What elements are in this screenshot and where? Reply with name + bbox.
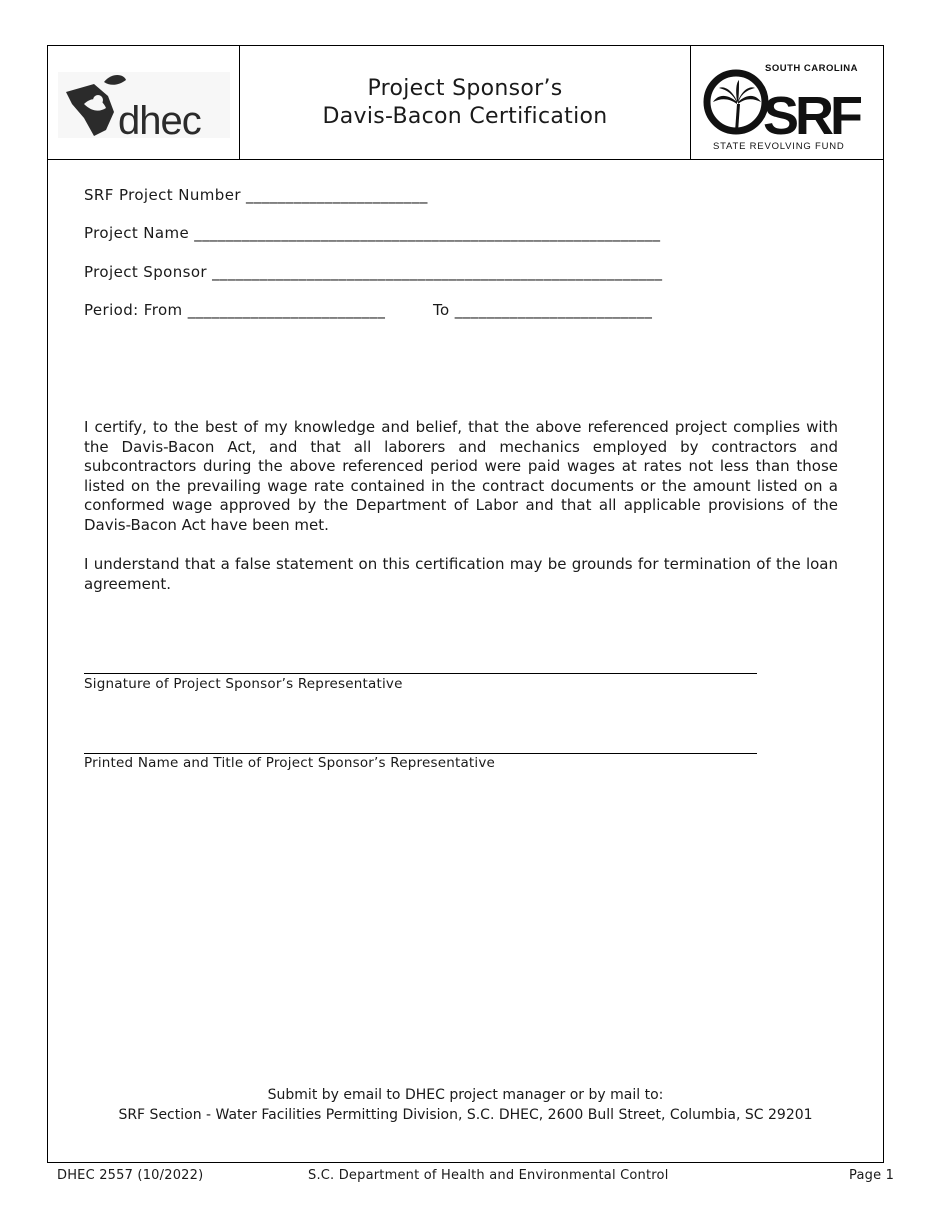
dhec-logo-cell [48, 46, 240, 159]
title-line-1: Project Sponsor’s [367, 75, 563, 101]
page-title [240, 46, 690, 159]
page-number: Page 1 [849, 1168, 895, 1183]
srf-logo-cell [690, 46, 884, 159]
dhec-logo-text: dhec [118, 99, 201, 143]
signature-line[interactable] [84, 673, 757, 674]
submit-line-2: SRF Section - Water Facilities Permitting Division, S.C. DHEC, 2600 Bull Street, Columbia, SC 29201 [118, 1107, 813, 1123]
srf-logo-top-text: SOUTH CAROLINA [765, 63, 859, 74]
form-frame [47, 45, 884, 1163]
printed-name-line[interactable] [84, 753, 757, 754]
project-sponsor-field[interactable]: Project Sponsor _________________________________________________________ [84, 263, 663, 281]
srf-logo [691, 46, 884, 159]
form-header [48, 46, 883, 160]
dhec-logo [48, 46, 239, 159]
project-name-field[interactable]: Project Name ___________________________________________________________ [84, 224, 661, 242]
period-to-field[interactable]: To _________________________ [433, 301, 653, 319]
understanding-statement: I understand that a false statement on this certification may be grounds for termination of the loan agreement. [84, 555, 838, 593]
period-from-field[interactable]: Period: From _________________________ [84, 301, 386, 319]
department-name: S.C. Department of Health and Environmental Control [308, 1168, 669, 1183]
srf-project-number-field[interactable]: SRF Project Number _______________________ [84, 186, 428, 204]
submit-line-1: Submit by email to DHEC project manager or by mail to: [267, 1087, 664, 1103]
form-number: DHEC 2557 (10/2022) [57, 1168, 204, 1183]
submit-instructions [48, 1085, 883, 1125]
signature-label: Signature of Project Sponsor’s Representative [84, 676, 403, 692]
title-line-2: Davis-Bacon Certification [322, 103, 608, 129]
srf-logo-bottom-text: STATE REVOLVING FUND [713, 141, 845, 152]
certification-statement: I certify, to the best of my knowledge and belief, that the above referenced project complies with the Davis-Bacon Act, and that all laborers and mechanics employed by contractors and subcontractors during the above referenced period were paid wages at rates not less than those listed on the prevailing wage rate contained in the contract documents or the amount listed on a conformed wage approved by the Department of Labor and that all applicable provisions of the Davis-Bacon Act have been met. [84, 418, 838, 534]
printed-name-label: Printed Name and Title of Project Sponsor’s Representative [84, 755, 496, 771]
srf-logo-main-text: SRF [763, 86, 859, 146]
